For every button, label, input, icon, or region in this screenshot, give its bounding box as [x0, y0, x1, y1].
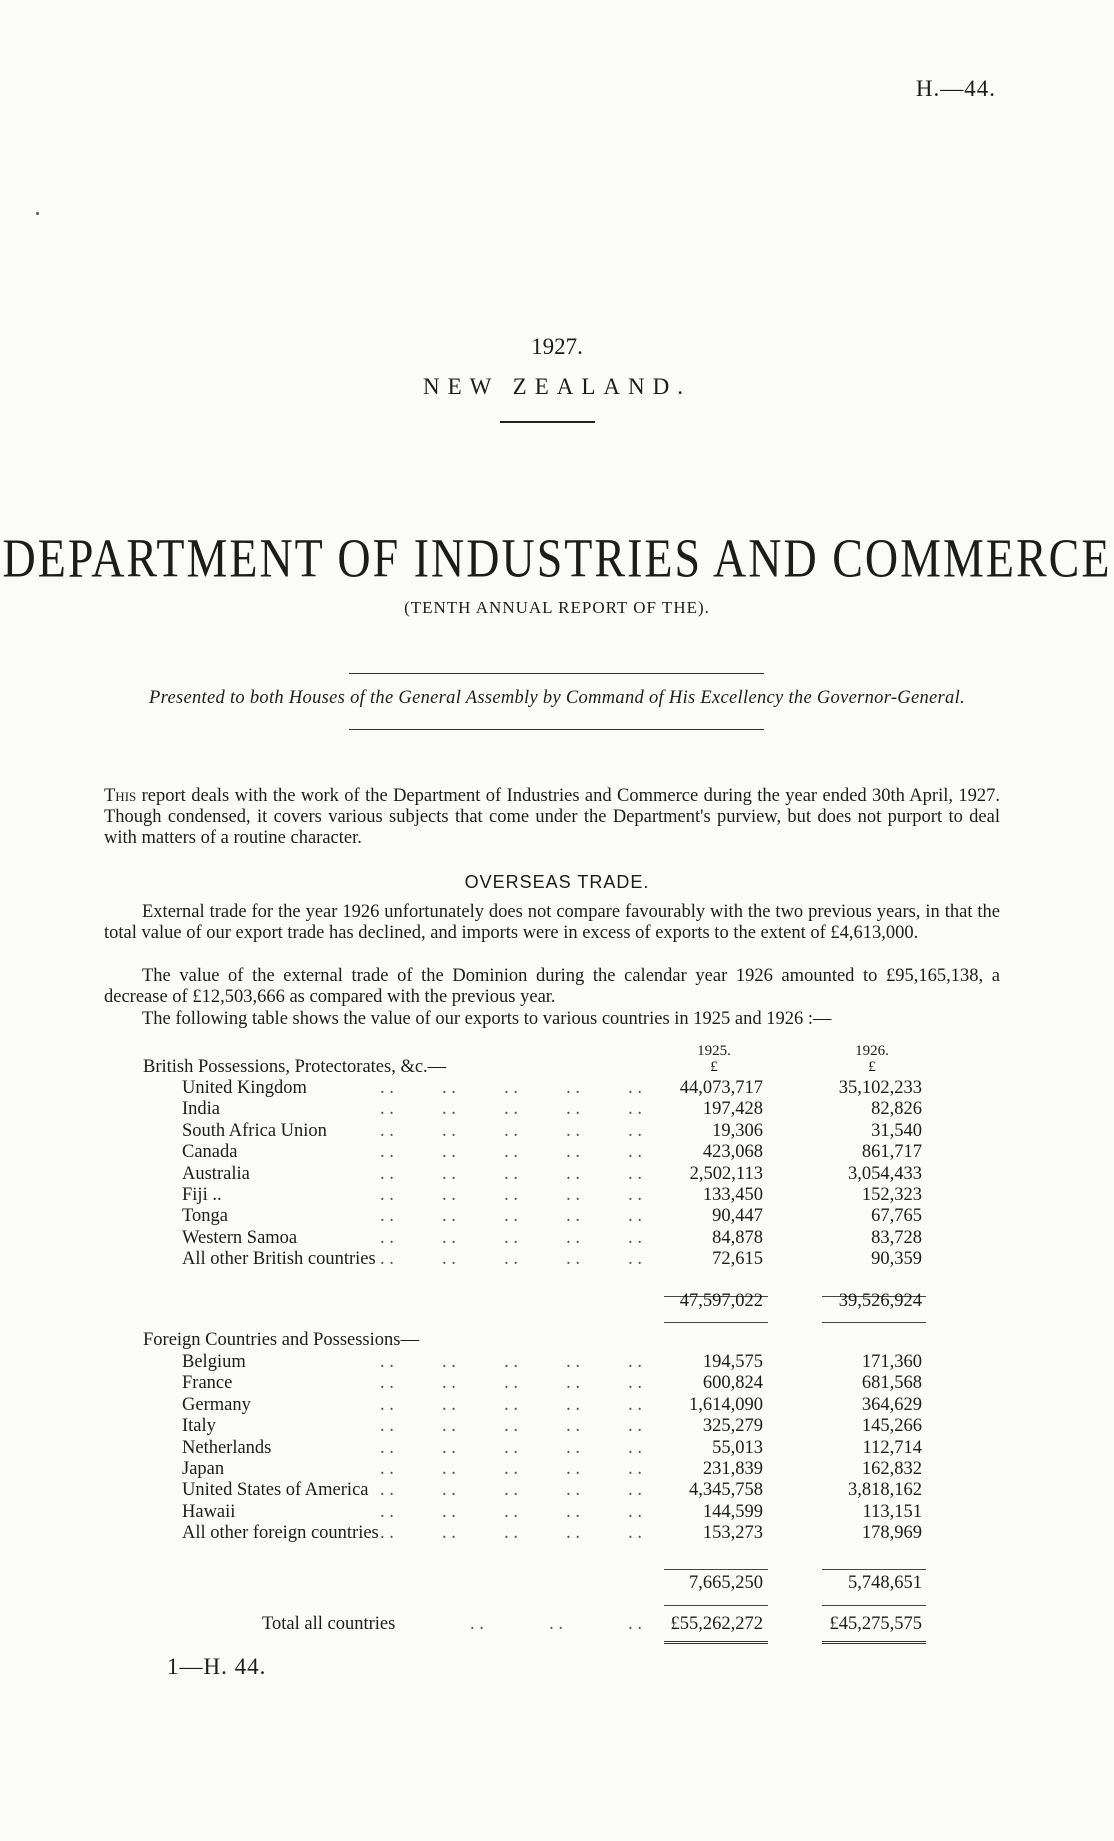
value-1926: 171,360 — [861, 1352, 922, 1372]
unit-1925: £ — [710, 1059, 718, 1075]
table-row — [0, 1438, 1114, 1460]
value-1925: 84,878 — [712, 1227, 763, 1248]
presented-rule-bottom — [349, 729, 764, 730]
country-name: Belgium — [182, 1352, 246, 1372]
leader-dots: . . . . . . . . . . — [380, 1185, 642, 1205]
leader-dots: . . . . . . . . . . — [380, 1352, 642, 1372]
leader-dots: . . . . . . . . . . — [380, 1501, 642, 1522]
leader-dots: . . . . . . . . . . — [380, 1142, 642, 1163]
total-1926: £45,275,575 — [829, 1614, 922, 1634]
value-1925: 600,824 — [702, 1373, 763, 1394]
footer-signature: 1—H. 44. — [167, 1654, 267, 1679]
table-row — [0, 1121, 1114, 1143]
leader-dots: . . . . . . . . . . — [380, 1416, 642, 1437]
subtotal-underline-1925 — [664, 1322, 768, 1323]
leader-dots: . . . . . . . . . . — [380, 1206, 642, 1227]
country-name: All other foreign countries — [182, 1523, 379, 1544]
table-row — [0, 1352, 1114, 1374]
country-name: France — [182, 1373, 233, 1394]
value-1926: 31,540 — [871, 1120, 922, 1141]
table-row — [0, 1228, 1114, 1250]
subtotal-row-british — [0, 1291, 1114, 1313]
value-1926: 82,826 — [871, 1099, 922, 1120]
print-speck — [36, 212, 39, 215]
total-rule-1926 — [822, 1605, 926, 1606]
unit-1926: £ — [868, 1059, 876, 1075]
group-heading-british — [0, 1057, 1114, 1079]
value-1926: 162,832 — [861, 1459, 922, 1479]
subtotal-rule-1925 — [664, 1569, 768, 1570]
leader-dots: . . . . . . . . . . — [380, 1227, 642, 1248]
leader-dots: . . . . . . . . . . — [380, 1249, 642, 1270]
value-1925: 72,615 — [712, 1249, 763, 1270]
table-row — [0, 1249, 1114, 1271]
group-label: British Possessions, Protectorates, &c.— — [143, 1057, 447, 1077]
header-rule — [500, 421, 595, 423]
section-heading: OVERSEAS TRADE. — [464, 872, 650, 892]
table-row — [0, 1142, 1114, 1164]
value-1926: 112,714 — [862, 1437, 922, 1458]
table-row — [0, 1416, 1114, 1438]
presented-note: Presented to both Houses of the General Assembly by Command of His Excellency the Governor-General. — [149, 688, 965, 708]
intro-first-word: This — [104, 786, 137, 806]
value-1926: 83,728 — [871, 1227, 922, 1248]
intro-text: report deals with the work of the Department of Industries and Commerce during the year ended 30th April, 1927. Though condensed, it covers various subjects that come under the Department's purview, but does not purport to deal with matters of a routine character. — [104, 786, 1000, 848]
country-name: Canada — [182, 1142, 238, 1163]
section-paragraph-2: The value of the external trade of the Dominion during the calendar year 1926 amounted to £95,165,138, a decrease of £12,503,666 as compared with the previous year. — [104, 966, 1000, 1007]
leader-dots: . . . . . . — [470, 1614, 642, 1634]
section-paragraph-1: External trade for the year 1926 unfortunately does not compare favourably with the two previous years, in that the total value of our export trade has declined, and imports were in excess of exports to the extent of £4,613,000. — [104, 902, 1000, 943]
subtotal-1926: 39,526,924 — [838, 1291, 922, 1311]
table-row — [0, 1206, 1114, 1228]
page-subtitle: (TENTH ANNUAL REPORT OF THE). — [404, 598, 710, 617]
document-year: 1927. — [531, 334, 583, 359]
value-1925: 153,273 — [702, 1523, 763, 1544]
country-name: Netherlands — [182, 1437, 272, 1458]
leader-dots: . . . . . . . . . . — [380, 1120, 642, 1141]
table-row — [0, 1395, 1114, 1417]
subtotal-underline-1926 — [822, 1322, 926, 1323]
subtotal-rule-1926 — [822, 1569, 926, 1570]
section-paragraph-3: The following table shows the value of our exports to various countries in 1925 and 1926 :— — [142, 1009, 832, 1029]
leader-dots: . . . . . . . . . . — [380, 1523, 642, 1544]
leader-dots: . . . . . . . . . . — [380, 1078, 642, 1098]
value-1925: 194,575 — [702, 1352, 763, 1372]
value-1926: 67,765 — [871, 1206, 922, 1227]
leader-dots: . . . . . . . . . . — [380, 1373, 642, 1394]
value-1925: 2,502,113 — [689, 1163, 763, 1184]
table-row — [0, 1459, 1114, 1481]
country-name: Japan — [182, 1459, 225, 1479]
table-row — [0, 1373, 1114, 1395]
leader-dots: . . . . . . . . . . — [380, 1394, 642, 1415]
page-title: DEPARTMENT OF INDUSTRIES AND COMMERCE — [2, 527, 1112, 589]
total-double-rule-1926 — [822, 1641, 926, 1644]
country-name: Italy — [182, 1416, 216, 1437]
leader-dots: . . . . . . . . . . — [380, 1437, 642, 1458]
value-1925: 197,428 — [702, 1099, 763, 1120]
country-name: South Africa Union — [182, 1120, 327, 1141]
value-1926: 35,102,233 — [838, 1078, 922, 1098]
column-header-1925: 1925. — [697, 1043, 731, 1059]
total-rule-1925 — [664, 1605, 768, 1606]
value-1926: 364,629 — [861, 1394, 922, 1415]
value-1925: 90,447 — [712, 1206, 763, 1227]
table-row — [0, 1502, 1114, 1524]
presented-rule-top — [349, 673, 764, 674]
country-name: All other British countries — [182, 1249, 376, 1270]
country-name: United States of America — [182, 1480, 369, 1501]
value-1926: 681,568 — [861, 1373, 922, 1394]
leader-dots: . . . . . . . . . . — [380, 1459, 642, 1479]
country-name: Germany — [182, 1394, 251, 1415]
value-1926: 861,717 — [861, 1142, 922, 1163]
group-label: Foreign Countries and Possessions— — [143, 1330, 419, 1350]
subtotal-1926: 5,748,651 — [848, 1573, 922, 1593]
value-1925: 144,599 — [702, 1501, 763, 1522]
value-1925: 1,614,090 — [689, 1394, 763, 1415]
subtotal-1925: 7,665,250 — [689, 1573, 763, 1593]
group-heading-foreign — [0, 1330, 1114, 1352]
leader-dots: . . . . . . . . . . — [380, 1099, 642, 1120]
document-reference: H.—44. — [915, 76, 996, 101]
value-1926: 3,054,433 — [848, 1163, 922, 1184]
value-1926: 90,359 — [871, 1249, 922, 1270]
value-1925: 423,068 — [702, 1142, 763, 1163]
value-1925: 44,073,717 — [679, 1078, 763, 1098]
value-1925: 19,306 — [712, 1120, 763, 1141]
country-name: Western Samoa — [182, 1227, 298, 1248]
country-name: Hawaii — [182, 1501, 236, 1522]
value-1925: 4,345,758 — [689, 1480, 763, 1501]
total-1925: £55,262,272 — [670, 1614, 763, 1634]
country-name: Tonga — [182, 1206, 228, 1227]
subtotal-row-foreign — [0, 1573, 1114, 1595]
value-1926: 3,818,162 — [848, 1480, 922, 1501]
value-1925: 133,450 — [702, 1185, 763, 1205]
total-label: Total all countries — [262, 1614, 396, 1634]
table-row — [0, 1164, 1114, 1186]
subtotal-1925: 47,597,022 — [679, 1291, 763, 1311]
column-header-1926: 1926. — [855, 1043, 889, 1059]
value-1926: 145,266 — [861, 1416, 922, 1437]
value-1926: 152,323 — [861, 1185, 922, 1205]
table-row — [0, 1523, 1114, 1545]
value-1926: 178,969 — [861, 1523, 922, 1544]
country-name: India — [182, 1099, 221, 1120]
value-1925: 325,279 — [702, 1416, 763, 1437]
country-name: United Kingdom — [182, 1078, 307, 1098]
value-1925: 231,839 — [702, 1459, 763, 1479]
leader-dots: . . . . . . . . . . — [380, 1163, 642, 1184]
table-row — [0, 1078, 1114, 1100]
country-name: NEW ZEALAND. — [422, 374, 692, 399]
table-row — [0, 1185, 1114, 1207]
intro-paragraph — [104, 786, 1000, 849]
total-row — [0, 1614, 1114, 1636]
value-1925: 55,013 — [712, 1437, 763, 1458]
value-1926: 113,151 — [862, 1501, 922, 1522]
table-row — [0, 1099, 1114, 1121]
total-double-rule-1925 — [664, 1641, 768, 1644]
country-name: Australia — [182, 1163, 250, 1184]
country-name: Fiji .. — [182, 1185, 222, 1205]
table-row — [0, 1480, 1114, 1502]
leader-dots: . . . . . . . . . . — [380, 1480, 642, 1501]
